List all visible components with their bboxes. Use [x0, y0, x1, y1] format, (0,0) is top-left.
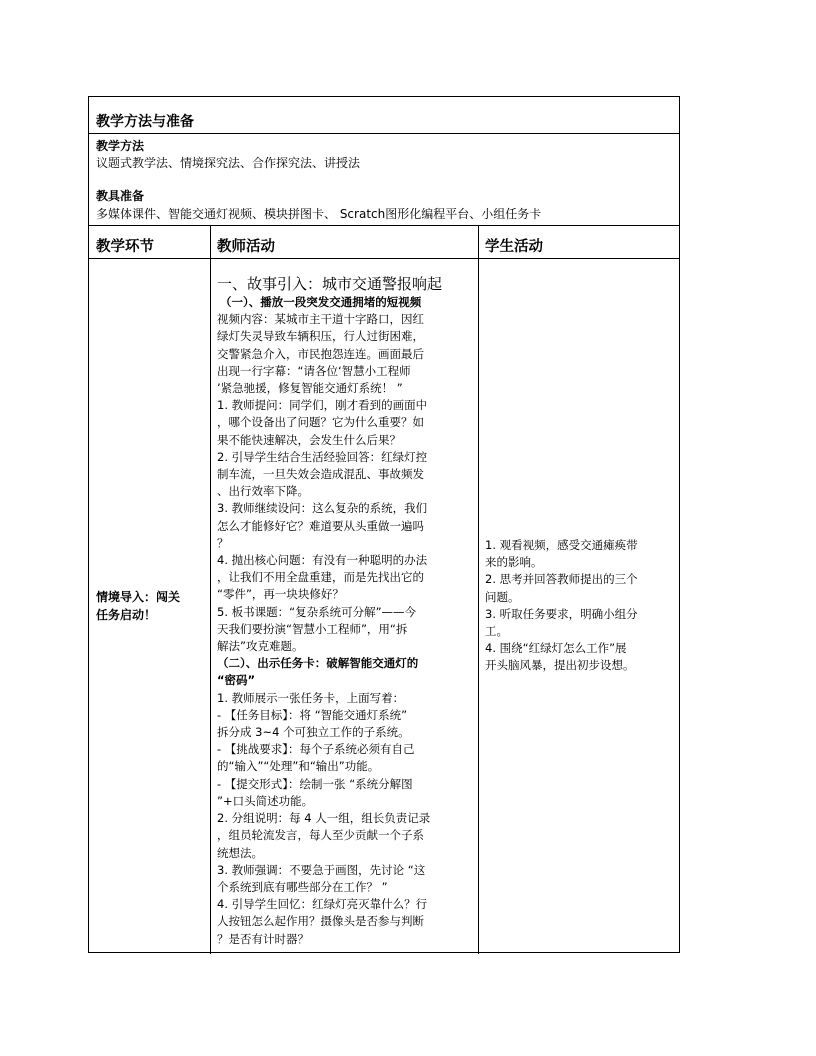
part2-heading-line: （二）、出示任务卡：破解智能交通灯的 — [217, 656, 419, 671]
teacher-title: 一、故事引入：城市交通警报响起 — [217, 275, 443, 293]
teacher-line: 2. 分组说明：每 4 人一组，组长负责记录 — [217, 811, 431, 826]
teacher-line: ，让我们不用全盘重建，而是先找出它的 — [217, 570, 424, 585]
teacher-line: 5. 板书课题：“复杂系统可分解”——今 — [217, 604, 417, 619]
teacher-line: 2. 引导学生结合生活经验回答：红绿灯控 — [217, 449, 428, 464]
teacher-line: - 【提交形式】：绘制一张 “系统分解图 — [217, 776, 413, 791]
student-line: 开头脑风暴，提出初步设想。 — [485, 658, 635, 673]
teacher-line: ”+口头简述功能。 — [217, 793, 314, 808]
student-line: 来的影响。 — [485, 555, 543, 570]
teacher-line: 4. 抛出核心问题：有没有一种聪明的办法 — [217, 553, 428, 568]
teacher-line: ？是否有计时器？ — [217, 931, 309, 946]
header-teacher: 教师活动 — [217, 239, 275, 255]
teacher-line: - 【挑战要求】：每个子系统必须有自己 — [217, 742, 415, 757]
table-header-border — [89, 258, 679, 259]
header-stage: 教学环节 — [96, 239, 154, 255]
column-divider — [210, 225, 211, 954]
teacher-line: 1. 教师展示一张任务卡，上面写着： — [217, 690, 405, 705]
stage-line: 任务启动！ — [96, 608, 157, 622]
part2-heading-line: “密码” — [217, 673, 256, 688]
teacher-line: 的“输入”“处理”和“输出”功能。 — [217, 759, 380, 774]
teacher-cell — [217, 274, 475, 948]
student-line: 4. 围绕“红绿灯怎么工作”展 — [485, 641, 627, 656]
part2-heading — [217, 655, 475, 689]
student-line: 2. 思考并回答教师提出的三个 — [485, 572, 638, 587]
teacher-line: ，组员轮流发言，每人至少贡献一个子系 — [217, 828, 424, 843]
teacher-line: 出现一行字幕：“请各位‘智慧小工程师 — [217, 363, 411, 378]
stage-cell — [96, 588, 180, 624]
student-line: 问题。 — [485, 589, 520, 604]
teacher-line: 果不能快速解决，会发生什么后果？ — [217, 432, 401, 447]
teacher-line: 绿灯失灵导致车辆积压，行人过街困难， — [217, 329, 424, 344]
teacher-line: 4. 引导学生回忆：红绿灯亮灭靠什么？行 — [217, 897, 428, 912]
teacher-line: 、出行效率下降。 — [217, 484, 309, 499]
student-line: 工。 — [485, 624, 508, 639]
teacher-line: 制车流，一旦失效会造成混乱、事故频发 — [217, 467, 424, 482]
table-top-border — [89, 225, 679, 226]
methods-heading: 教学方法 — [96, 139, 145, 153]
part1-body — [217, 311, 475, 655]
student-cell — [485, 537, 638, 675]
teacher-line: 解法”攻克难题。 — [217, 639, 304, 654]
teacher-line: 拆分成 3~4 个可独立工作的子系统。 — [217, 725, 410, 740]
lesson-plan-sheet — [88, 96, 680, 953]
teacher-line: 3. 教师继续设问：这么复杂的系统，我们 — [217, 501, 428, 516]
teacher-line: ？ — [217, 535, 229, 550]
part2-body — [217, 690, 475, 948]
teacher-line: 视频内容：某城市主干道十字路口，因红 — [217, 312, 424, 327]
header-student: 学生活动 — [485, 239, 543, 255]
teacher-line: 3. 教师强调：不要急于画图，先讨论 “这 — [217, 862, 426, 877]
teacher-line: ，哪个设备出了问题？它为什么重要？如 — [217, 415, 424, 430]
teacher-line: 天我们要扮演“智慧小工程师”，用“拆 — [217, 621, 408, 636]
tools-heading: 教具准备 — [96, 189, 145, 203]
part1-heading: （一）、播放一段突发交通拥堵的短视频 — [220, 295, 422, 309]
student-line: 3. 听取任务要求，明确小组分 — [485, 606, 638, 621]
tools-text: 多媒体课件、智能交通灯视频、模块拼图卡、 Scratch图形化编程平台、小组任务卡 — [96, 207, 542, 221]
teacher-line: 怎么才能修好它？难道要从头重做一遍吗 — [217, 518, 424, 533]
column-divider — [478, 225, 479, 954]
teacher-line: ’紧急驰援，修复智能交通灯系统！ ” — [217, 381, 403, 396]
teacher-line: - 【任务目标】：将 “智能交通灯系统” — [217, 707, 408, 722]
teacher-line: “零件”，再一块块修好？ — [217, 587, 344, 602]
teacher-line: 交警紧急介入，市民抱怨连连。画面最后 — [217, 346, 424, 361]
teacher-line: 1. 教师提问：同学们，刚才看到的画面中 — [217, 398, 428, 413]
section-title: 教学方法与准备 — [96, 114, 194, 130]
teacher-line: 统想法。 — [217, 845, 263, 860]
teacher-line: 个系统到底有哪些部分在工作？ ” — [217, 879, 388, 894]
divider — [89, 133, 679, 134]
teacher-line: 人按钮怎么起作用？摄像头是否参与判断 — [217, 914, 424, 929]
student-line: 1. 观看视频，感受交通瘫痪带 — [485, 538, 638, 552]
methods-text: 议题式教学法、情境探究法、合作探究法、讲授法 — [96, 156, 361, 170]
stage-line: 情境导入：闯关 — [96, 590, 181, 604]
